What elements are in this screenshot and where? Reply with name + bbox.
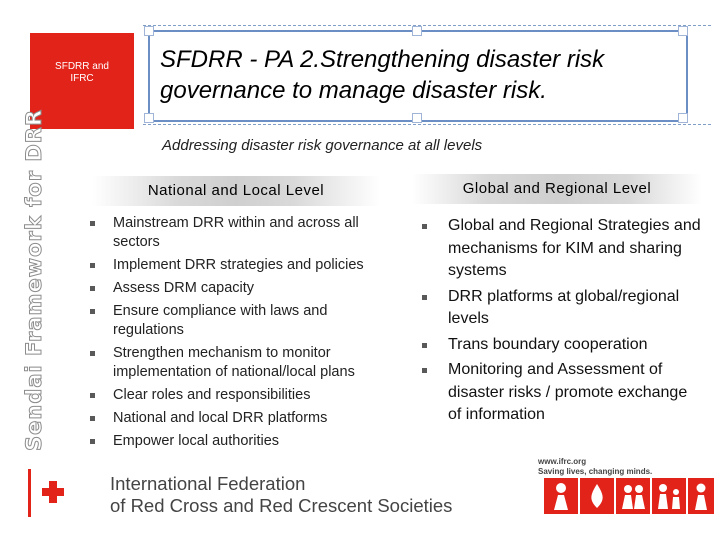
resize-handle-bl[interactable]	[144, 113, 154, 123]
resize-handle-bm[interactable]	[412, 113, 422, 123]
list-item: Trans boundary cooperation	[422, 334, 702, 357]
badge-label: SFDRR and IFRC	[55, 61, 109, 84]
list-item: Ensure compliance with laws and regulations	[90, 302, 390, 340]
subtitle: Addressing disaster risk governance at all levels	[162, 137, 483, 154]
global-regional-list	[422, 215, 702, 430]
list-item: Global and Regional Strategies and mechanisms for KIM and sharing systems	[422, 215, 702, 283]
national-local-list	[90, 214, 390, 455]
list-item: Empower local authorities	[90, 432, 390, 451]
child-icon	[544, 478, 578, 514]
list-item: Clear roles and responsibilities	[90, 386, 390, 405]
org-line-1: International Federation	[110, 473, 306, 494]
footer-accent-bar	[28, 469, 31, 517]
list-item: Implement DRR strategies and policies	[90, 256, 390, 275]
ifrc-wordmark	[110, 473, 452, 517]
list-item: Strengthen mechanism to monitor implementation of national/local plans	[90, 344, 390, 382]
water-drop-icon	[580, 478, 614, 514]
resize-handle-br[interactable]	[678, 113, 688, 123]
global-regional-header: Global and Regional Level	[412, 174, 702, 204]
resize-handle-tl[interactable]	[144, 26, 154, 36]
org-line-2: of Red Cross and Red Crescent Societies	[110, 495, 453, 516]
list-item: Monitoring and Assessment of disaster risks / promote exchange of information	[422, 359, 702, 427]
people-icon	[616, 478, 650, 514]
person-icon	[688, 478, 714, 514]
red-cross-crescent-icon	[38, 476, 108, 514]
national-local-header: National and Local Level	[92, 176, 380, 206]
list-item: National and local DRR platforms	[90, 409, 390, 428]
site-url[interactable]: www.ifrc.org	[538, 457, 587, 466]
resize-handle-tm[interactable]	[412, 26, 422, 36]
list-item: DRR platforms at global/regional levels	[422, 286, 702, 331]
vertical-side-title: Sendai Framework for DRR	[22, 108, 46, 451]
slide-title: SFDRR - PA 2.Strengthening disaster risk governance to manage disaster risk.	[160, 46, 605, 104]
tagline: Saving lives, changing minds.	[538, 467, 653, 476]
family-icon	[652, 478, 686, 514]
resize-handle-tr[interactable]	[678, 26, 688, 36]
list-item: Mainstream DRR within and across all sectors	[90, 214, 390, 252]
list-item: Assess DRM capacity	[90, 279, 390, 298]
title-box[interactable]	[148, 30, 688, 122]
